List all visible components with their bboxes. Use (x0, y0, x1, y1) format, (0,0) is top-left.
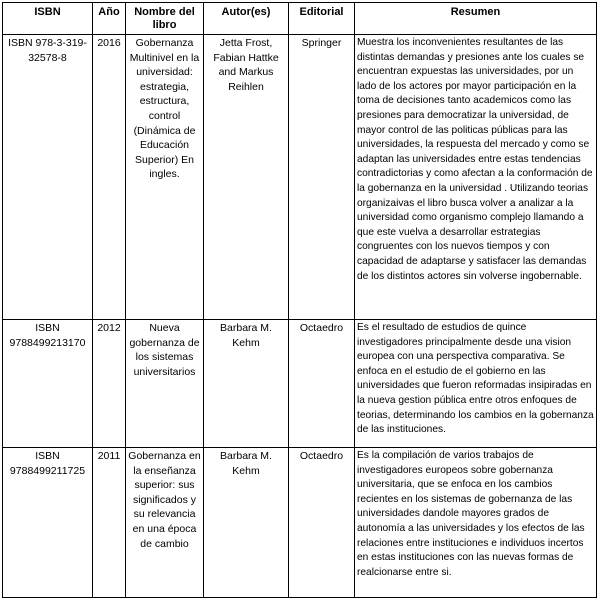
isbn-cell: ISBN 9788499211725 (3, 448, 93, 598)
table-row (3, 35, 597, 320)
header-row (3, 3, 597, 35)
isbn-cell: ISBN 978-3-319-32578-8 (3, 35, 93, 320)
editorial-cell: Octaedro (289, 448, 355, 598)
nombre-cell: Gobernanza Multinivel en la universidad: estrategia, estructura, control (Dinámica de Educación Superior) En ingles. (126, 35, 204, 320)
autor-cell: Barbara M. Kehm (204, 448, 289, 598)
header-resumen: Resumen (355, 3, 597, 35)
nombre-cell: Nueva gobernanza de los sistemas universitarios (126, 320, 204, 448)
isbn-cell: ISBN 9788499213170 (3, 320, 93, 448)
editorial-cell: Octaedro (289, 320, 355, 448)
resumen-cell: Muestra los inconvenientes resultantes de las distintas demandas y presiones ante los cuales se encuentran expuestas las universidades, por un lado de los actores por mayor participación en la toma de decisiones tanto academicos como las presiones para democratizar la universidad, de mayor control de las politicas públicas para las universidades, la respuesta del mercado y como se adaptan las universidades entre estas tendencias contradictorias y como afectan a la conformación de la gobernanza en la universidad . Utilizando teorias organizaivas el libro busca volver a analizar a la universidad como organismo complejo llamando a que este vuelva a desarrollar estrategias congruentes con los nuevos tiempos y con capacidad de adaptarse y satisfacer las demandas de los distintos actores sin volverse ingobernable. (355, 35, 597, 320)
table-row (3, 448, 597, 598)
header-anio: Año (93, 3, 126, 35)
header-editorial: Editorial (289, 3, 355, 35)
autor-cell: Barbara M. Kehm (204, 320, 289, 448)
books-table (2, 2, 597, 598)
table-row (3, 320, 597, 448)
anio-cell: 2011 (93, 448, 126, 598)
anio-cell: 2016 (93, 35, 126, 320)
autor-cell: Jetta Frost, Fabian Hattke and Markus Reihlen (204, 35, 289, 320)
nombre-cell: Gobernanza en la enseñanza superior: sus significados y su relevancia en una época de cambio (126, 448, 204, 598)
resumen-cell: Es la compilación de varios trabajos de investigadores europeos sobre gobernanza universitaria, que se enfoca en los cambios recientes en los sistemas de gobernanza de las universidades dandole mayores grados de autonomía a las universidades y los efectos de las relaciones entre instituciones e individuos incertos en estas instituciones con las nuevas formas de realcionarse entre si. (355, 448, 597, 598)
header-nombre: Nombre del libro (126, 3, 204, 35)
header-autor: Autor(es) (204, 3, 289, 35)
anio-cell: 2012 (93, 320, 126, 448)
header-isbn: ISBN (3, 3, 93, 35)
editorial-cell: Springer (289, 35, 355, 320)
resumen-cell: Es el resultado de estudios de quince investigadores principalmente desde una vision europea con una perspectiva comparativa. Se enfoca en el estudio de el gobierno en las universidades que fueron reformadas insipiradas en la nueva gestion pública entre otros enfoques de teorias, determinando los cambios en la gobernanza de las instituciones. (355, 320, 597, 448)
